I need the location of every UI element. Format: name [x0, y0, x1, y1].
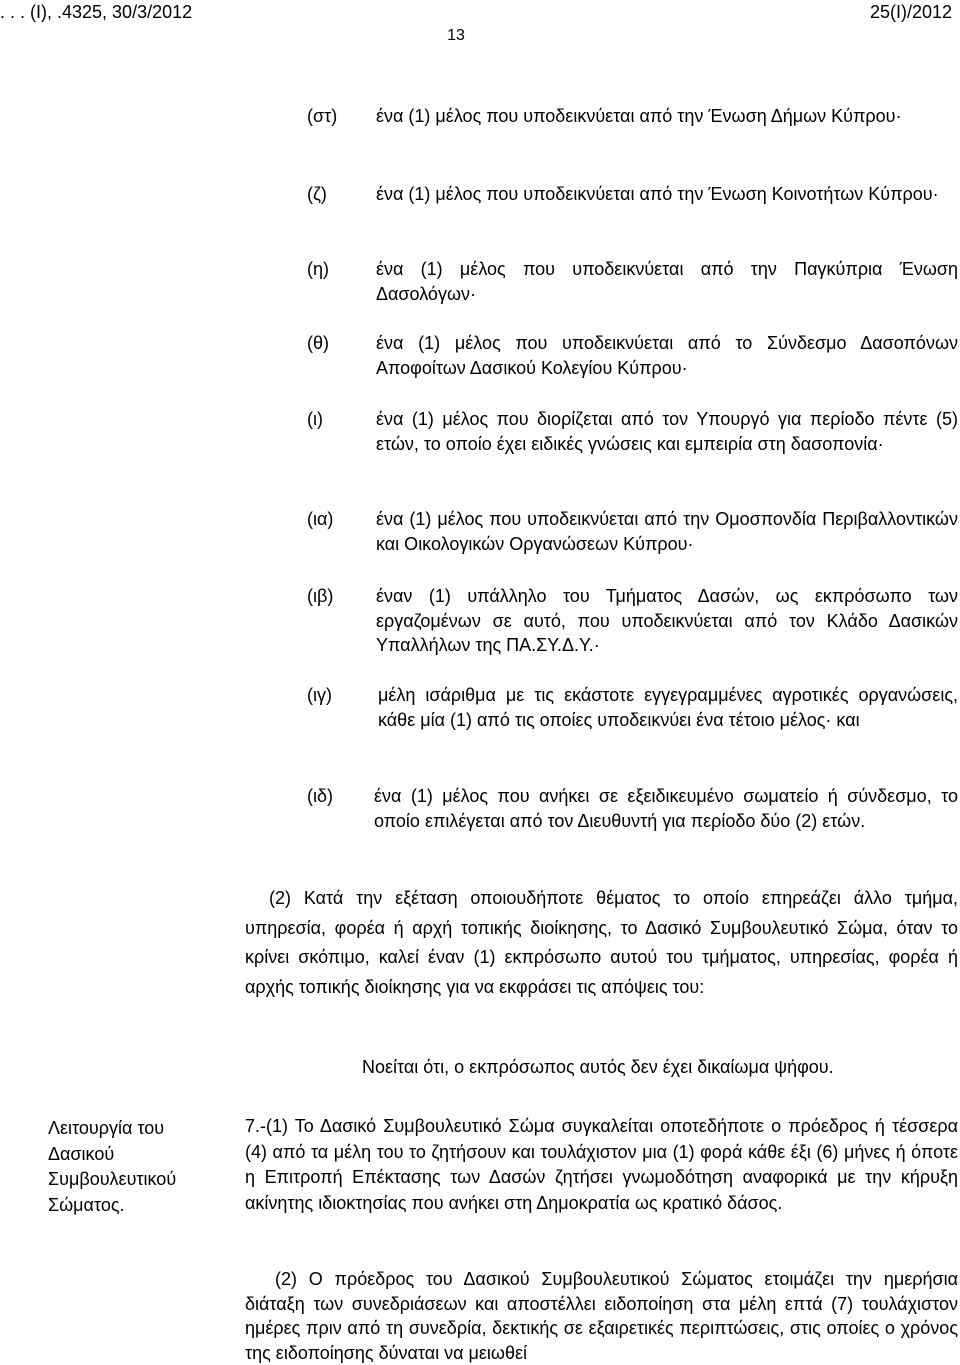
item-label: (ζ) [307, 184, 327, 204]
running-header-right: 25(Ι)/2012 [869, 2, 952, 22]
item-label: (θ) [307, 333, 329, 353]
item-text: ένα (1) μέλος που υποδεικνύεται από την Ομοσπονδία Περιβαλλοντικών και Οικολογικών Οργανώσεων Κύπρου· [376, 509, 958, 554]
item-label: (ια) [307, 509, 334, 529]
item-label: (ιβ) [307, 586, 334, 606]
item-text: ένα (1) μέλος που ανήκει σε εξειδικευμένο σωματείο ή σύνδεσμο, το οποίο επιλέγεται από τον Διευθυντή για περίοδο δύο (2) ετών. [374, 786, 958, 831]
section-7-paragraph-1: 7.-(1) Το Δασικό Συμβουλευτικό Σώμα συγκαλείται οποτεδήποτε ο πρόεδρος ή τέσσερα (4) από τα μέλη του το ζητήσουν και τουλάχιστον μια (1) φορά κάθε έξι (6) μήνες ή όποτε η Επιτροπή Επέκτασης των Δασών ζητήσει γνωμοδότηση αναφορικά με την κήρυξη ακίνητης ιδιοκτησίας που ανήκει στη Δημοκρατία ως κρατικό δάσος. [245, 1116, 958, 1213]
item-text: ένα (1) μέλος που διορίζεται από τον Υπουργό για περίοδο πέντε (5) ετών, το οποίο έχει ειδικές γνώσεις και εμπειρία στη δασοπονία· [376, 409, 958, 454]
item-text: μέλη ισάριθμα με τις εκάστοτε εγγεγραμμένες αγροτικές οργανώσεις, κάθε μία (1) από τις οποίες υποδεικνύει ένα τέτοιο μέλος· και [378, 685, 958, 730]
item-text: ένα (1) μέλος που υποδεικνύεται από την Ένωση Κοινοτήτων Κύπρου· [376, 184, 939, 204]
item-text: έναν (1) υπάλληλο του Τμήματος Δασών, ως εκπρόσωπο των εργαζομένων σε αυτό, που υποδεικνύεται από τον Κλάδο Δασικών Υπαλλήλων της ΠΑ.ΣΥ.Δ.Υ.· [376, 586, 958, 655]
proviso-note: Νοείται ότι, ο εκπρόσωπος αυτός δεν έχει δικαίωμα ψήφου. [362, 1057, 834, 1077]
item-label: (στ) [307, 106, 338, 126]
running-header-left: . . . (Ι), .4325, 30/3/2012 [0, 2, 193, 22]
item-label: (ι) [307, 409, 323, 429]
item-label: (ιδ) [307, 786, 334, 806]
section-7-paragraph-2: (2) Ο πρόεδρος του Δασικού Συμβουλευτικού Σώματος ετοιμάζει την ημερήσια διάταξη των συνεδριάσεων και αποστέλλει ειδοποίηση στα μέλη επτά (7) τουλάχιστον ημέρες πριν από τη συνεδρία, δεκτικής σε εξαιρετικές περιπτώσεις, στις οποίες ο χρόνος της ειδοποίησης δύναται να μειωθεί [245, 1269, 958, 1363]
item-text: ένα (1) μέλος που υποδεικνύεται από την Παγκύπρια Ένωση Δασολόγων· [376, 259, 958, 304]
item-label: (η) [307, 259, 329, 279]
paragraph-2: (2) Κατά την εξέταση οποιουδήποτε θέματος το οποίο επηρεάζει άλλο τμήμα, υπηρεσία, φορέα ή αρχή τοπικής διοίκησης, το Δασικό Συμβουλευτικό Σώμα, όταν το κρίνει σκόπιμο, καλεί έναν (1) εκπρόσωπο αυτού του τμήματος, υπηρεσίας, φορέα ή αρχής τοπικής διοίκησης για να εκφράσει τις απόψεις του: [245, 888, 958, 997]
margin-heading: Λειτουργία του Δασικού Συμβουλευτικού Σώματος. [48, 1118, 177, 1215]
page-number: 13 [447, 27, 465, 44]
item-text: ένα (1) μέλος που υποδεικνύεται από την Ένωση Δήμων Κύπρου· [376, 106, 902, 126]
item-label: (ιγ) [307, 685, 332, 705]
item-text: ένα (1) μέλος που υποδεικνύεται από το Σύνδεσμο Δασοπόνων Αποφοίτων Δασικού Κολεγίου Κύπρου· [376, 333, 958, 378]
